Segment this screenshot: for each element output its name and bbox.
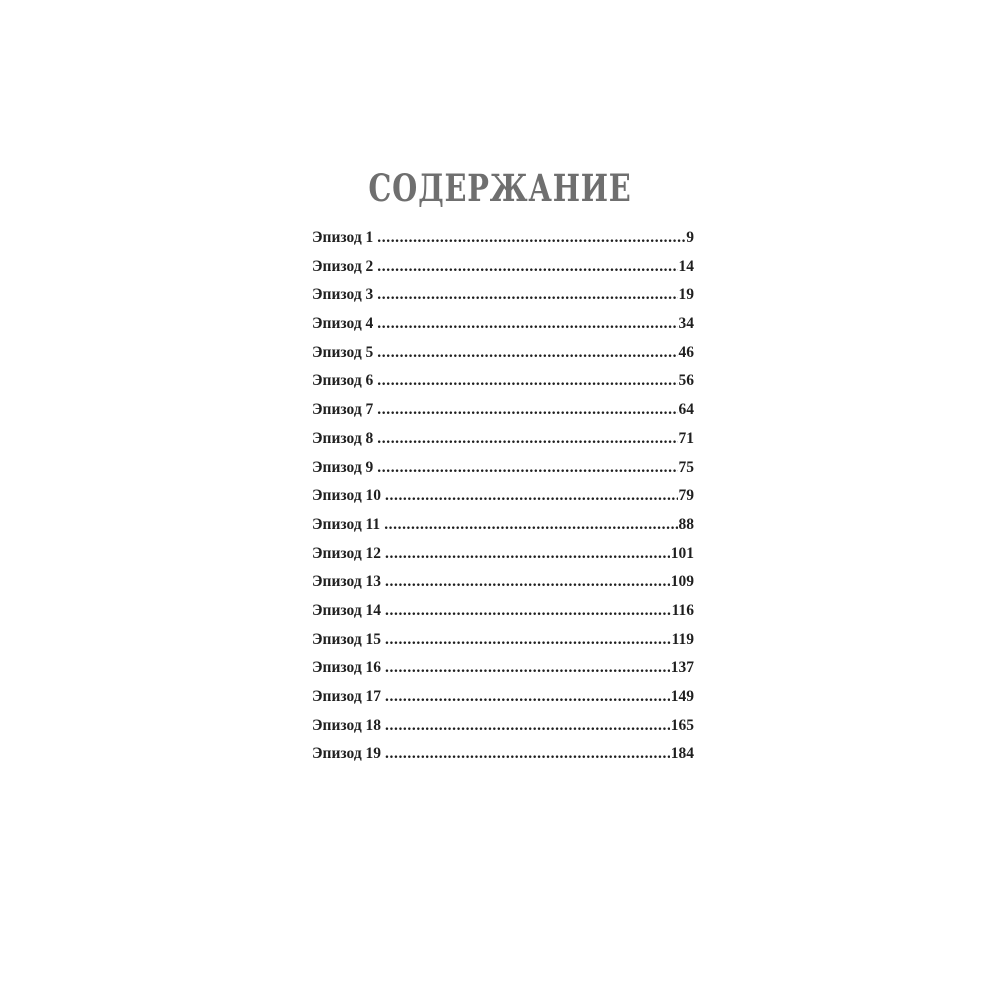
toc-entry-label: Эпизод 19	[312, 745, 382, 763]
toc-entry-page: 46	[678, 343, 694, 361]
dot-leader	[377, 315, 677, 333]
toc-entry-page: 109	[670, 573, 694, 591]
toc-entry-label: Эпизод 18	[312, 716, 382, 734]
toc-entry[interactable]	[312, 315, 694, 344]
toc-entry[interactable]	[312, 459, 694, 488]
toc-entry-label: Эпизод 5	[312, 343, 374, 361]
toc-entry-label: Эпизод 16	[312, 659, 382, 677]
toc-entry-page: 149	[670, 688, 694, 705]
toc-entry[interactable]	[312, 258, 694, 287]
toc-entry-page: 64	[678, 401, 694, 419]
toc-entry-label: Эпизод 12	[312, 544, 382, 562]
toc-entry[interactable]	[312, 745, 694, 774]
toc-entry-label: Эпизод 7	[312, 401, 374, 419]
toc-entry-label: Эпизод 9	[312, 458, 374, 476]
toc-entry-page: 88	[678, 515, 694, 533]
toc-entry-page: 19	[678, 286, 694, 304]
dot-leader	[377, 258, 677, 276]
dot-leader	[377, 430, 677, 448]
toc-entry-page: 184	[670, 745, 694, 763]
toc-entry-label: Эпизод 3	[312, 286, 374, 304]
dot-leader	[385, 545, 670, 563]
dot-leader	[377, 459, 677, 477]
page-title: СОДЕРЖАНИЕ	[368, 165, 632, 210]
toc-entry-page: 116	[671, 601, 694, 619]
toc-entry-page: 56	[678, 372, 694, 390]
toc-entry[interactable]	[312, 487, 694, 516]
toc-entry[interactable]	[312, 286, 694, 315]
toc-entry[interactable]	[312, 401, 694, 430]
toc-entry-page: 9	[686, 229, 694, 246]
toc-entry-page: 71	[678, 429, 694, 447]
toc-entry-page: 101	[670, 544, 694, 562]
toc-entry[interactable]	[312, 430, 694, 459]
toc-entry-label: Эпизод 8	[312, 429, 374, 447]
toc-entry[interactable]	[312, 573, 694, 602]
toc-entry-page: 137	[670, 659, 694, 677]
dot-leader	[385, 745, 670, 763]
toc-entry-label: Эпизод 4	[312, 315, 374, 333]
dot-leader	[385, 659, 670, 677]
dot-leader	[384, 516, 677, 534]
toc-entry-label: Эпизод 15	[312, 630, 382, 648]
toc-entry[interactable]	[312, 372, 694, 401]
toc-entry[interactable]	[312, 688, 694, 717]
toc-entry[interactable]	[312, 659, 694, 688]
toc-entry-page: 119	[671, 630, 694, 648]
toc-entry-label: Эпизод 17	[312, 688, 382, 705]
toc-entry[interactable]	[312, 545, 694, 574]
toc-entry-label: Эпизод 10	[312, 487, 382, 505]
dot-leader	[385, 602, 671, 620]
toc-entry[interactable]	[312, 344, 694, 373]
toc-entry-page: 75	[678, 458, 694, 476]
dot-leader	[377, 401, 677, 419]
toc-entry[interactable]	[312, 229, 694, 258]
toc-entry[interactable]	[312, 717, 694, 746]
dot-leader	[385, 631, 671, 649]
dot-leader	[385, 717, 670, 735]
toc-entry-page: 165	[670, 716, 694, 734]
toc-entry-page: 14	[678, 257, 694, 275]
toc-entry[interactable]	[312, 631, 694, 660]
toc-entry-label: Эпизод 13	[312, 573, 382, 591]
toc-entry[interactable]	[312, 602, 694, 631]
dot-leader	[377, 286, 677, 304]
table-of-contents	[312, 229, 694, 774]
toc-entry-label: Эпизод 6	[312, 372, 374, 390]
dot-leader	[377, 372, 677, 390]
toc-entry-page: 79	[678, 487, 694, 505]
dot-leader	[377, 229, 685, 247]
toc-entry-label: Эпизод 11	[312, 515, 381, 533]
toc-entry[interactable]	[312, 516, 694, 545]
toc-entry-page: 34	[678, 315, 694, 333]
dot-leader	[377, 344, 677, 362]
toc-entry-label: Эпизод 14	[312, 601, 382, 619]
dot-leader	[385, 573, 670, 591]
toc-entry-label: Эпизод 2	[312, 257, 374, 275]
toc-entry-label: Эпизод 1	[312, 229, 374, 246]
dot-leader	[385, 487, 677, 505]
dot-leader	[385, 688, 670, 706]
